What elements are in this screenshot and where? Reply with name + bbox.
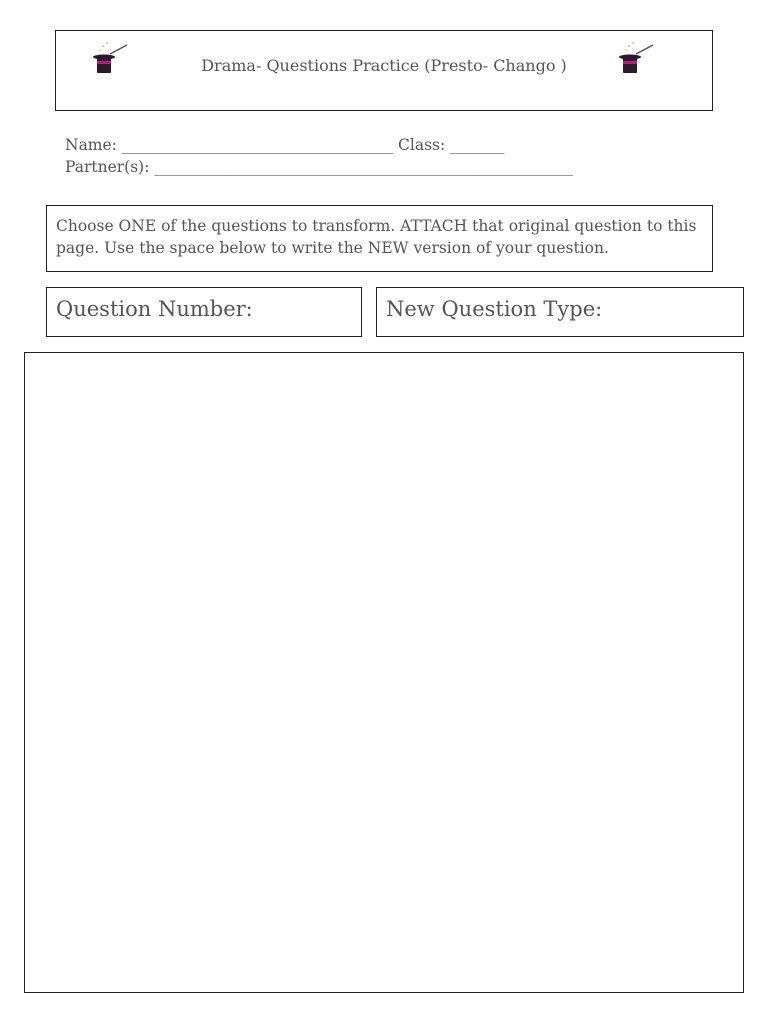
question-number-label: Question Number:	[56, 297, 253, 321]
magic-hat-icon	[616, 41, 656, 77]
question-number-box[interactable]	[46, 287, 362, 337]
new-question-type-box[interactable]	[376, 287, 744, 337]
partner-label: Partner(s):	[65, 158, 150, 176]
answer-writing-area[interactable]	[24, 352, 744, 993]
class-label: Class:	[398, 136, 446, 154]
instructions-line-2: page. Use the space below to write the NEW version of your question.	[56, 239, 609, 257]
partner-line	[65, 158, 573, 176]
page-title: Drama- Questions Practice (Presto- Chango )	[201, 56, 567, 75]
new-question-type-label: New Question Type:	[386, 297, 603, 321]
instructions-line-1: Choose ONE of the questions to transform. ATTACH that original question to this	[56, 217, 697, 235]
name-class-line	[65, 136, 504, 154]
partner-field[interactable]: ______________________________________________________	[154, 158, 573, 176]
header-box	[55, 30, 713, 111]
name-field[interactable]: ___________________________________	[121, 136, 394, 154]
instructions-box	[46, 205, 713, 272]
class-field[interactable]: _______	[450, 136, 505, 154]
name-label: Name:	[65, 136, 117, 154]
